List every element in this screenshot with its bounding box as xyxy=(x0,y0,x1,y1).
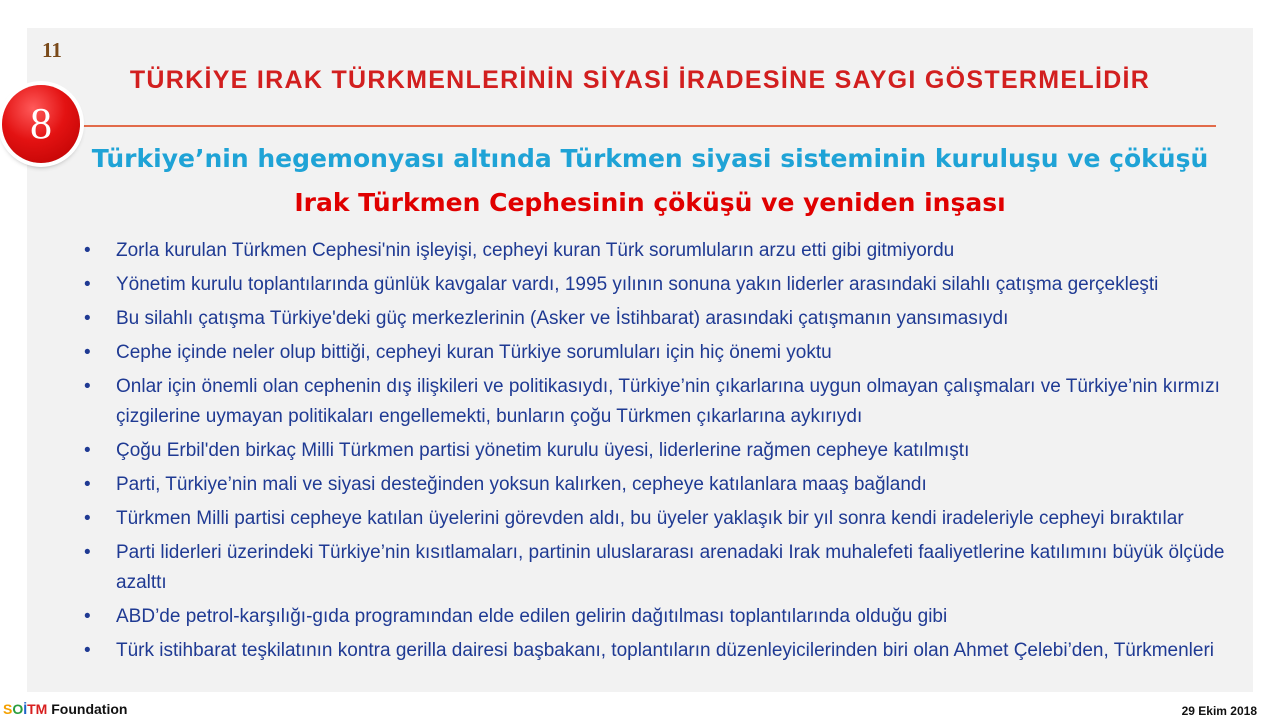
logo-foundation-text: Foundation xyxy=(47,701,128,717)
foundation-logo xyxy=(3,701,127,717)
subtitle-primary: Türkiye’nin hegemonyası altında Türkmen siyasi sisteminin kuruluşu ve çöküşü xyxy=(91,144,1209,173)
bullet-dot-icon: • xyxy=(84,376,91,397)
bullet-item xyxy=(72,436,1232,466)
bullet-text: Parti liderleri üzerindeki Türkiye’nin kısıtlamaları, partinin uluslararası arenadaki Irak muhalefeti faaliyetlerine katılımını büyük ölçüde azalttı xyxy=(116,542,1225,593)
bullet-dot-icon: • xyxy=(84,308,91,329)
bullet-dot-icon: • xyxy=(84,640,91,661)
bullet-text: Bu silahlı çatışma Türkiye'deki güç merkezlerinin (Asker ve İstihbarat) arasındaki çatışmanın yansımasıydı xyxy=(116,308,1009,329)
bullet-item xyxy=(72,236,1232,266)
bullet-item xyxy=(72,372,1232,432)
bullet-text: Cephe içinde neler olup bittiği, cepheyi kuran Türkiye sorumluları için hiç önemi yoktu xyxy=(116,342,832,363)
bullet-text: Onlar için önemli olan cephenin dış ilişkileri ve politikasıydı, Türkiye’nin çıkarlarına uygun olmayan çalışmaları ve Türkiye’nin kırmızı çizgilerine uymayan politikaları engellemekti, bunların çoğu Türkmen çıkarlarına aykırıydı xyxy=(116,376,1220,427)
bullet-dot-icon: • xyxy=(84,240,91,261)
bullet-dot-icon: • xyxy=(84,606,91,627)
bullet-item xyxy=(72,504,1232,534)
bullet-item xyxy=(72,270,1232,300)
bullet-dot-icon: • xyxy=(84,542,91,563)
logo-letters-tm: TM xyxy=(27,701,48,717)
bullet-dot-icon: • xyxy=(84,508,91,529)
bullet-text: Türk istihbarat teşkilatının kontra gerilla dairesi başbakanı, toplantıların düzenleyicilerinden biri olan Ahmet Çelebi’den, Türkmenleri xyxy=(116,640,1215,661)
logo-letter-s: S xyxy=(3,701,13,717)
subtitle-secondary: Irak Türkmen Cephesinin çöküşü ve yeniden inşası xyxy=(294,188,1006,217)
bullet-dot-icon: • xyxy=(84,474,91,495)
bullet-item xyxy=(72,602,1232,632)
bullet-text: Parti, Türkiye’nin mali ve siyasi desteğinden yoksun kalırken, cepheye katılanlara maaş bağlandı xyxy=(116,474,927,495)
bullet-item xyxy=(72,338,1232,368)
bullet-item xyxy=(72,470,1232,500)
logo-letter-o: O xyxy=(12,701,24,717)
slide-number: 11 xyxy=(42,38,62,62)
section-number-badge: 8 xyxy=(2,85,80,163)
bullet-text: Çoğu Erbil'den birkaç Milli Türkmen partisi yönetim kurulu üyesi, liderlerine rağmen cepheye katılmıştı xyxy=(116,440,970,461)
bullet-dot-icon: • xyxy=(84,440,91,461)
bullet-item xyxy=(72,538,1232,598)
footer-date: 29 Ekim 2018 xyxy=(1181,704,1257,718)
bullet-text: Türkmen Milli partisi cepheye katılan üyelerini görevden aldı, bu üyeler yaklaşık bir yıl sonra kendi iradeleriyle cepheyi bıraktılar xyxy=(116,508,1184,529)
bullet-text: Zorla kurulan Türkmen Cephesi'nin işleyişi, cepheyi kuran Türk sorumluların arzu etti gibi gitmiyordu xyxy=(116,240,955,261)
bullet-item xyxy=(72,304,1232,334)
logo-letter-i: İ xyxy=(23,701,28,717)
bullet-dot-icon: • xyxy=(84,342,91,363)
bullet-text: ABD’de petrol-karşılığı-gıda programından elde edilen gelirin dağıtılması toplantılarında olduğu gibi xyxy=(116,606,948,627)
bullet-dot-icon: • xyxy=(84,274,91,295)
bullet-list xyxy=(72,236,1232,670)
bullet-item xyxy=(72,636,1232,666)
main-title: TÜRKİYE IRAK TÜRKMENLERİNİN SİYASİ İRADESİNE SAYGI GÖSTERMELİDİR xyxy=(129,66,1151,94)
bullet-text: Yönetim kurulu toplantılarında günlük kavgalar vardı, 1995 yılının sonuna yakın liderler arasındaki silahlı çatışma gerçekleşti xyxy=(116,274,1159,295)
title-divider xyxy=(78,125,1216,127)
